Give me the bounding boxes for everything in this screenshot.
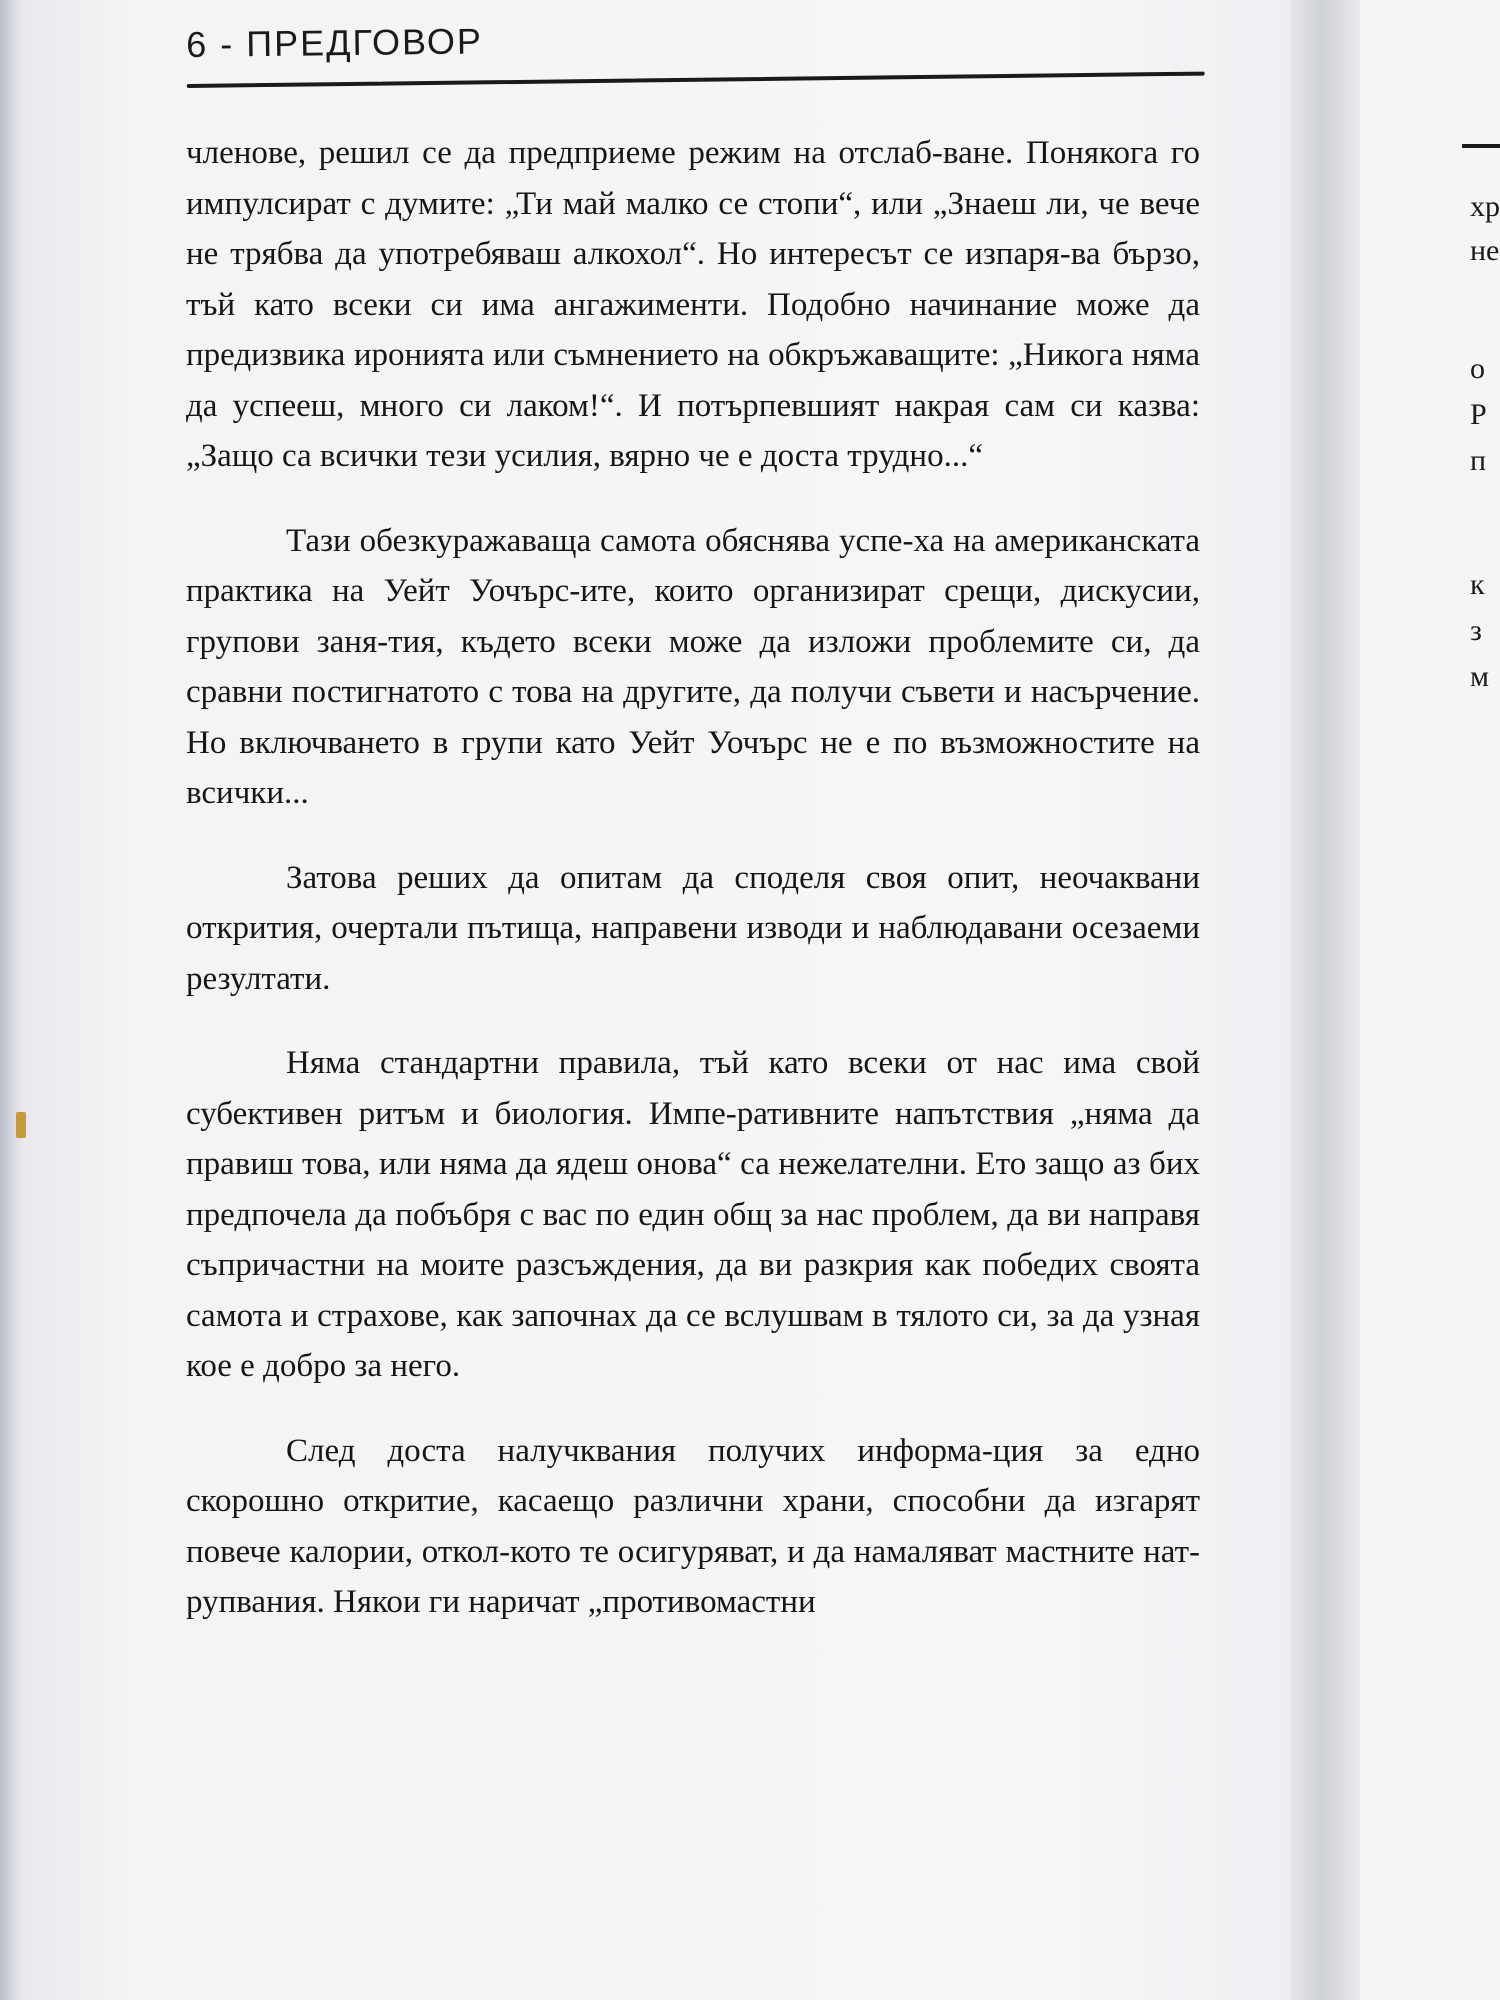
facing-page-fragment: з bbox=[1470, 614, 1482, 647]
paragraph-2: Тази обезкуражаваща самота обяснява успе-ха на американската практика на Уейт Уочърс-ите, които организират срещи, дискусии, групови заня-тия, където всеки може да изложи проблемите си, да сравни постигнатото с това на другите, да получи съвети и насърчение. Но включването в групи като Уейт Уочърс не е по възможностите на всички... bbox=[186, 522, 1200, 811]
facing-page-fragment: п bbox=[1470, 444, 1487, 477]
body-text bbox=[186, 128, 1200, 1628]
facing-page-fragment: хр bbox=[1470, 190, 1500, 223]
header-rule bbox=[187, 72, 1205, 88]
facing-page bbox=[1360, 0, 1500, 2000]
paragraph-4: Няма стандартни правила, тъй като всеки от нас има свой субективен ритъм и биология. Импе-ративните напътствия „няма да правиш това, или няма да ядеш онова“ са нежелателни. Ето защо аз бих предпочела да побъбря с вас по един общ за нас проблем, да ви направя съпричастни на моите разсъждения, да ви разкрия как победих своята самота и страхове, как започнах да се вслушвам в тялото си, за да узная кое е добро за него. bbox=[186, 1045, 1200, 1384]
paragraph-5: След доста налучквания получих информа-ция за едно скорошно откритие, касаещо различни храни, способни да изгарят повече калории, откол-кото те осигуряват, и да намаляват мастните нат-рупвания. Някои ги наричат „противомастни bbox=[186, 1432, 1200, 1620]
page-header-title: 6 - ПРЕДГОВОР bbox=[186, 20, 484, 65]
paragraph-3: Затова реших да опитам да споделя своя опит, неочаквани открития, очертали пътища, направени изводи и наблюдавани осезаеми резултати. bbox=[186, 859, 1200, 997]
facing-page-fragment: не bbox=[1470, 234, 1500, 267]
book-spine-edge bbox=[0, 0, 26, 2000]
facing-page-fragment: м bbox=[1470, 660, 1489, 693]
book-gutter bbox=[1290, 0, 1360, 2000]
facing-page-fragment: о bbox=[1470, 352, 1485, 385]
facing-page-fragment: к bbox=[1470, 568, 1485, 601]
facing-page-rule bbox=[1462, 144, 1500, 148]
page-tab-marker bbox=[16, 1112, 26, 1138]
paragraph-1: членове, решил се да предприеме режим на отслаб-ване. Понякога го импулсират с думите: „Ти май малко се стопи“, или „Знаеш ли, че вече не трябва да употребяваш алкохол“. Но интересът се изпаря-ва бързо, тъй като всеки си има ангажименти. Подобно начинание може да предизвика иронията или съмнението на обкръжаващите: „Никога няма да успееш, много си лаком!“. И потърпевшият накрая сам си казва: „Защо са всички тези усилия, вярно че е доста трудно...“ bbox=[186, 135, 1200, 474]
facing-page-fragment: Р bbox=[1470, 398, 1487, 431]
running-header bbox=[186, 12, 1207, 104]
